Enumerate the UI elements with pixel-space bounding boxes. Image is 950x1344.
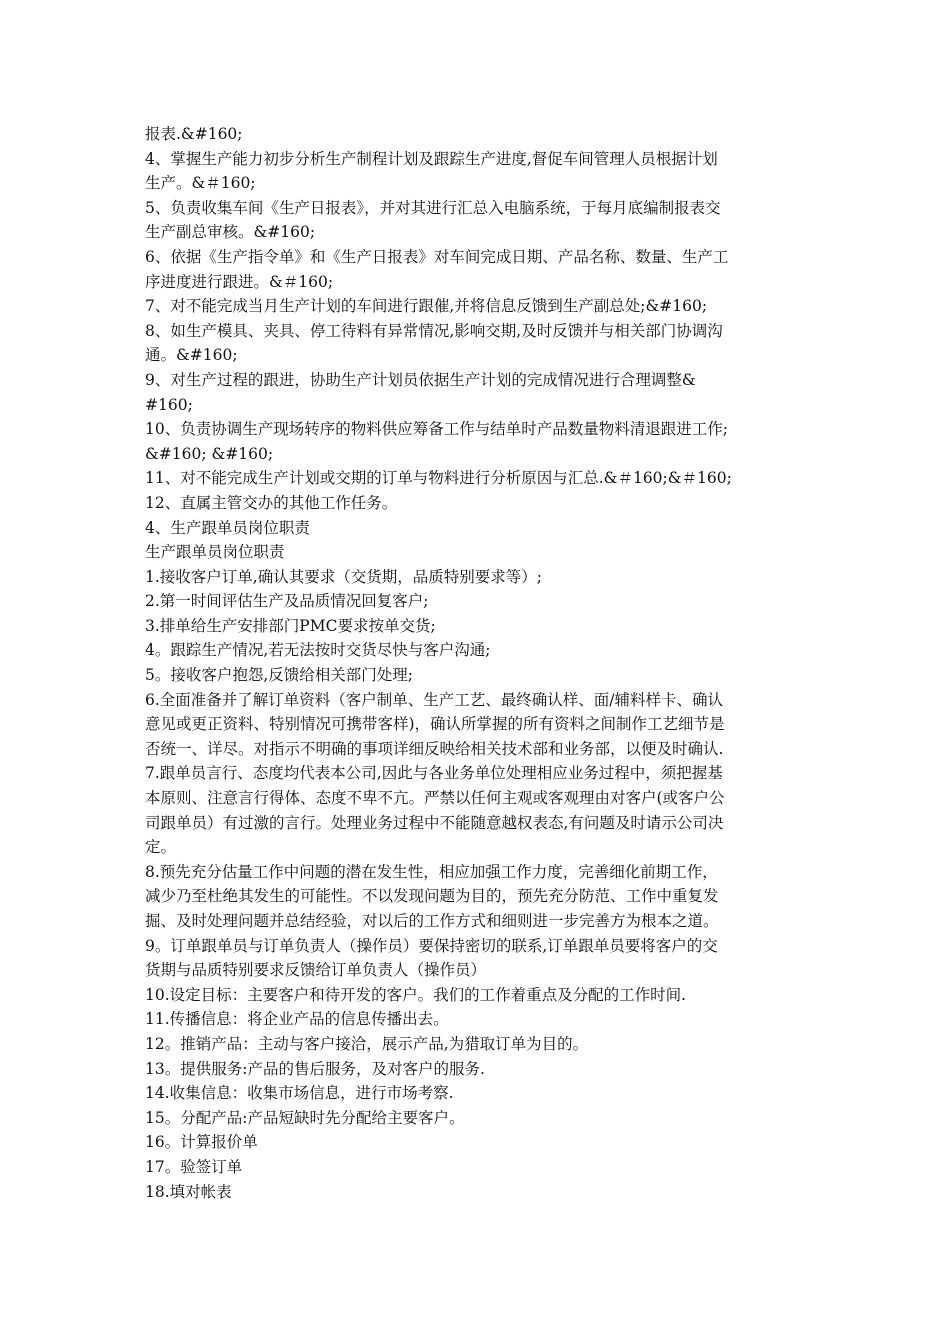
- text-line: 17。验签订单: [145, 1157, 243, 1176]
- text-line: 16。计算报价单: [145, 1133, 258, 1152]
- text-line: 5。接收客户抱怨,反馈给相关部门处理;: [145, 666, 414, 685]
- text-line: 报表.&#160;: [145, 125, 243, 143]
- text-line: 8.预先充分估量工作中问题的潜在发生性，相应加强工作力度，完善细化前期工作，: [145, 862, 718, 881]
- text-line: 掘、及时处理问题并总结经验，对以后的工作方式和细则进一步完善方为根本之道。: [145, 912, 719, 930]
- text-line: 本原则、注意言行得体、态度不卑不亢。严禁以任何主观或客观理由对客户(或客户公: [145, 789, 725, 808]
- text-line: 货期与品质特别要求反馈给订单负责人（操作员）: [145, 961, 487, 980]
- text-line: 12、直属主管交办的其他工作任务。: [145, 493, 398, 512]
- text-line: 意见或更正资料、特别情况可携带客样)，确认所掌握的所有资料之间制作工艺细节是: [145, 715, 725, 734]
- text-line: 10.设定目标：主要客户和待开发的客户。我们的工作着重点及分配的工作时间.: [145, 985, 687, 1004]
- text-line: 7.跟单员言行、态度均代表本公司,因此与各业务单位处理相应业务过程中，须把握基: [145, 764, 723, 783]
- text-line: 12。推销产品：主动与客户接洽，展示产品,为猎取订单为目的。: [145, 1034, 589, 1053]
- text-line: 通。&#160;: [145, 346, 238, 365]
- text-line: 4、掌握生产能力初步分析生产制程计划及跟踪生产进度,督促车间管理人员根据计划: [145, 149, 718, 168]
- text-line: 9。订单跟单员与订单负责人（操作员）要保持密切的联系,订单跟单员要将客户的交: [145, 936, 718, 955]
- text-line: 18.填对帐表: [145, 1182, 232, 1201]
- text-line: 1.接收客户订单,确认其要求（交货期，品质特别要求等）;: [145, 567, 542, 586]
- text-line: 定。: [145, 838, 177, 857]
- text-line: 10、负责协调生产现场转序的物料供应筹备工作与结单时产品数量物料清退跟进工作;: [145, 420, 728, 439]
- section-heading: 4、生产跟单员岗位职责: [145, 518, 310, 537]
- text-line: &#160; &#160;: [145, 444, 274, 463]
- text-line: 5、负责收集车间《生产日报表》，并对其进行汇总入电脑系统，于每月底编制报表交: [145, 198, 721, 217]
- text-line: 司跟单员）有过激的言行。处理业务过程中不能随意越权表态,有问题及时请示公司决: [145, 813, 724, 832]
- text-line: 6、依据《生产指令单》和《生产日报表》对车间完成日期、产品名称、数量、生产工: [145, 247, 729, 266]
- section-subtitle: 生产跟单员岗位职责: [145, 543, 285, 562]
- text-line: 减少乃至杜绝其发生的可能性。不以发现问题为目的，预先充分防范、工作中重复发: [145, 887, 719, 906]
- text-line: 序进度进行跟进。&＃160;: [145, 272, 334, 291]
- text-line: 6.全面准备并了解订单资料（客户制单、生产工艺、最终确认样、面/辅料样卡、确认: [145, 690, 724, 709]
- text-line: 8、如生产模具、夹具、停工待料有异常情况,影响交期,及时反馈并与相关部门协调沟: [145, 321, 723, 340]
- text-line: 2.第一时间评估生产及品质情况回复客户;: [145, 592, 429, 611]
- text-line: 4。跟踪生产情况,若无法按时交货尽快与客户沟通;: [145, 641, 491, 660]
- document-page: [145, 122, 815, 1204]
- text-line: 15。分配产品:产品短缺时先分配给主要客户。: [145, 1108, 465, 1127]
- text-line: 11.传播信息：将企业产品的信息传播出去。: [145, 1010, 449, 1029]
- text-line: 生产副总审核。&#160;: [145, 223, 316, 242]
- text-line: 生产。&＃160;: [145, 174, 256, 193]
- text-line: #160;: [145, 395, 193, 414]
- text-line: 3.排单给生产安排部门PMC要求按单交货;: [145, 616, 436, 635]
- text-line: 13。提供服务:产品的售后服务，及对客户的服务.: [145, 1059, 485, 1078]
- text-line: 7、对不能完成当月生产计划的车间进行跟催,并将信息反馈到生产副总处;&#160;: [145, 297, 708, 316]
- text-line: 否统一、详尽。对指示不明确的事项详细反映给相关技术部和业务部，以便及时确认.: [145, 739, 724, 758]
- text-line: 14.收集信息：收集市场信息，进行市场考察.: [145, 1084, 454, 1103]
- text-line: 11、对不能完成生产计划或交期的订单与物料进行分析原因与汇总.&＃160;&＃160;: [145, 469, 732, 488]
- text-line: 9、对生产过程的跟进，协助生产计划员依据生产计划的完成情况进行合理调整&: [145, 370, 696, 389]
